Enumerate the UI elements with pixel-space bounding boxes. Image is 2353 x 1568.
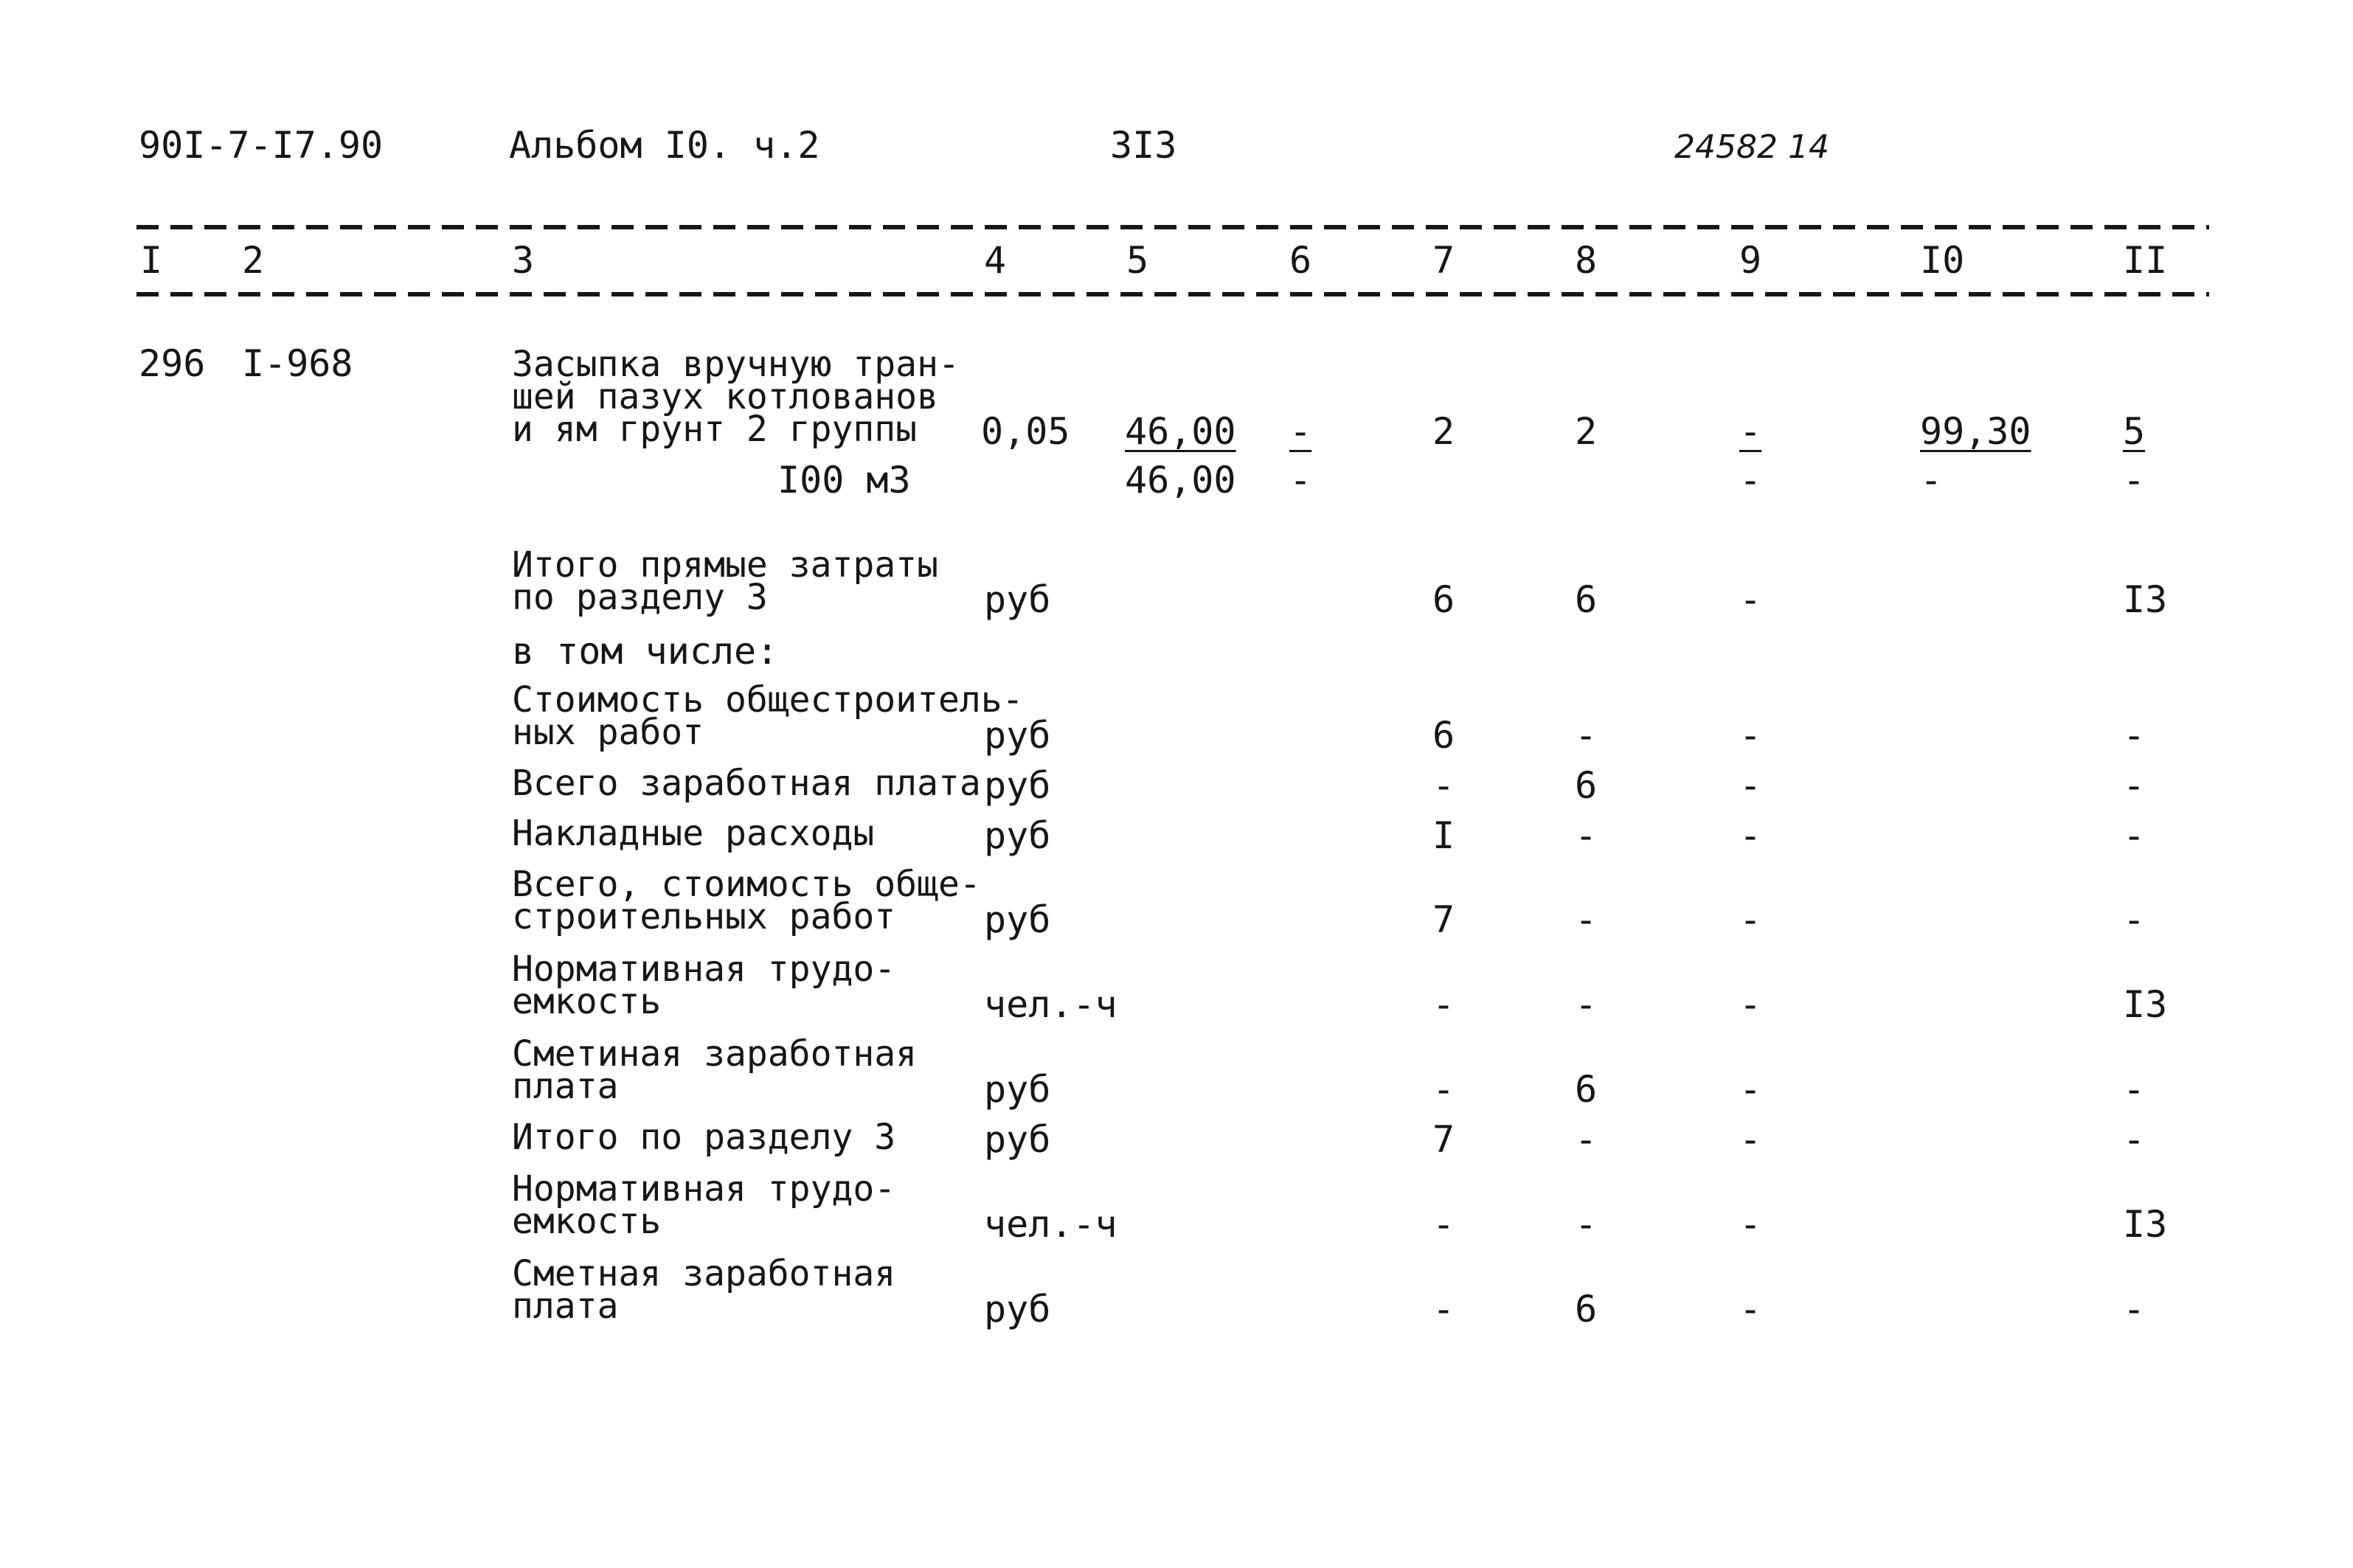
item-number: 296 <box>139 342 206 385</box>
including-label: в том числе: <box>512 630 779 673</box>
summary-col7: 6 <box>1432 714 1455 757</box>
summary-col9: - <box>1739 983 1762 1026</box>
summary-label: Стоимость общестроитель- ных работ <box>512 679 1024 753</box>
summary-label: Итого по разделу 3 <box>512 1117 896 1158</box>
summary-col7: - <box>1432 1068 1455 1111</box>
summary-col8: 6 <box>1575 578 1598 621</box>
summary-unit: руб <box>984 1118 1051 1161</box>
summary-col9: - <box>1739 1118 1762 1161</box>
summary-col7: 7 <box>1432 1118 1455 1161</box>
summary-col7: - <box>1432 1288 1455 1331</box>
summary-label: Нормативная трудо- емкость <box>512 948 896 1022</box>
summary-label: Накладные расходы <box>512 813 875 854</box>
summary-col9: - <box>1739 1203 1762 1246</box>
summary-col7: 6 <box>1432 578 1455 621</box>
summary-col8: - <box>1575 714 1598 757</box>
column-header-10: I0 <box>1920 239 1965 282</box>
summary-col11: - <box>2123 1288 2146 1331</box>
summary-col11: - <box>2123 1118 2146 1161</box>
summary-unit: чел.-ч <box>984 983 1117 1026</box>
item-col9-top: - <box>1739 410 1762 453</box>
summary-label: Итого прямые затраты по разделу 3 <box>512 544 938 618</box>
summary-col7: 7 <box>1432 898 1455 941</box>
column-header-7: 7 <box>1432 239 1455 282</box>
column-header-2: 2 <box>242 239 265 282</box>
summary-label: Всего, стоимость обще- строительных работ <box>512 864 981 937</box>
inventory-number: 24582 14 <box>1674 128 1829 166</box>
item-code: I-968 <box>242 342 353 385</box>
summary-unit: руб <box>984 714 1051 757</box>
item-col6-bottom: - <box>1289 459 1312 502</box>
summary-col9: - <box>1739 1068 1762 1111</box>
summary-unit: руб <box>984 764 1051 807</box>
summary-label: Сметная заработная плата <box>512 1253 896 1327</box>
summary-col7: - <box>1432 983 1455 1026</box>
summary-col11: I3 <box>2123 578 2168 621</box>
page-number: 3I3 <box>1110 124 1177 167</box>
summary-unit: руб <box>984 1068 1051 1111</box>
item-col10-bottom: - <box>1920 459 1943 502</box>
summary-col8: 6 <box>1575 1068 1598 1111</box>
column-header-3: 3 <box>512 239 535 282</box>
summary-col8: - <box>1575 1118 1598 1161</box>
summary-col11: - <box>2123 1068 2146 1111</box>
summary-col8: 6 <box>1575 1288 1598 1331</box>
item-description: Засыпка вручную тран- шей пазух котлованов и ям грунт 2 группы <box>512 344 960 450</box>
summary-col11: - <box>2123 814 2146 857</box>
summary-col11: I3 <box>2123 983 2168 1026</box>
summary-unit: руб <box>984 898 1051 941</box>
summary-col7: I <box>1432 814 1455 857</box>
summary-col8: - <box>1575 983 1598 1026</box>
item-col6-top: - <box>1289 410 1312 453</box>
summary-col9: - <box>1739 578 1762 621</box>
item-unit: I00 м3 <box>777 459 911 502</box>
summary-col9: - <box>1739 714 1762 757</box>
item-col9-bottom: - <box>1739 459 1762 502</box>
summary-unit: чел.-ч <box>984 1203 1117 1246</box>
summary-col11: I3 <box>2123 1203 2168 1246</box>
item-col5-bottom: 46,00 <box>1125 459 1236 502</box>
item-col10-top: 99,30 <box>1920 410 2031 453</box>
album-reference: Альбом I0. ч.2 <box>509 124 820 167</box>
summary-col7: - <box>1432 764 1455 807</box>
summary-col11: - <box>2123 764 2146 807</box>
item-col11-top: 5 <box>2123 410 2146 453</box>
summary-col9: - <box>1739 1288 1762 1331</box>
column-header-6: 6 <box>1289 239 1312 282</box>
item-col11-bottom: - <box>2123 459 2146 502</box>
summary-col7: - <box>1432 1203 1455 1246</box>
column-header-4: 4 <box>984 239 1007 282</box>
header-top-rule <box>136 225 2209 229</box>
summary-unit: руб <box>984 1288 1051 1331</box>
summary-col9: - <box>1739 814 1762 857</box>
document-code: 90I-7-I7.90 <box>139 124 384 167</box>
summary-col8: 6 <box>1575 764 1598 807</box>
summary-col9: - <box>1739 764 1762 807</box>
column-header-11: II <box>2123 239 2168 282</box>
summary-unit: руб <box>984 814 1051 857</box>
column-header-9: 9 <box>1739 239 1762 282</box>
summary-col8: - <box>1575 814 1598 857</box>
item-col7: 2 <box>1432 410 1455 453</box>
header-bottom-rule <box>136 292 2209 296</box>
item-col8: 2 <box>1575 410 1598 453</box>
summary-col11: - <box>2123 898 2146 941</box>
summary-col11: - <box>2123 714 2146 757</box>
summary-label: Сметиная заработная плата <box>512 1033 918 1107</box>
column-header-5: 5 <box>1126 239 1149 282</box>
item-col5-top: 46,00 <box>1125 410 1236 453</box>
item-quantity: 0,05 <box>981 410 1070 453</box>
summary-label: Всего заработная плата <box>512 763 981 804</box>
column-header-1: I <box>140 239 163 282</box>
summary-col8: - <box>1575 898 1598 941</box>
summary-col8: - <box>1575 1203 1598 1246</box>
column-header-8: 8 <box>1575 239 1598 282</box>
summary-label: Нормативная трудо- емкость <box>512 1168 896 1242</box>
summary-col9: - <box>1739 898 1762 941</box>
summary-unit: руб <box>984 578 1051 621</box>
